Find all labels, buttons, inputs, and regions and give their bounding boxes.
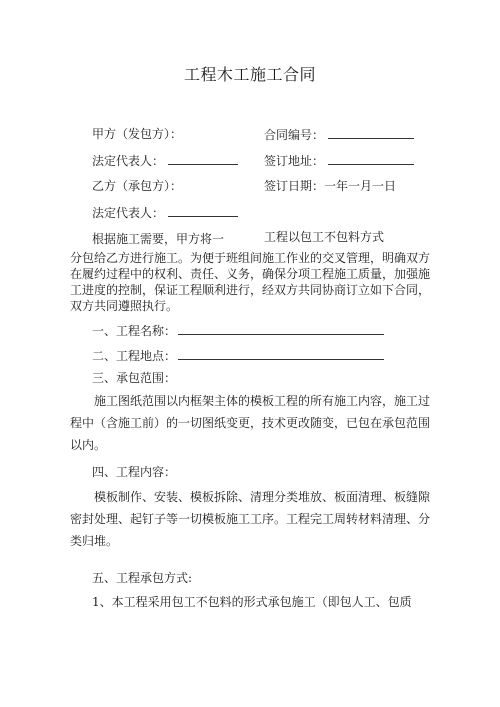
- party-b-label: 乙方（承包方）：: [92, 179, 183, 193]
- sign-date-field: 签订日期：一年一月一日: [264, 179, 397, 193]
- contract-number-blank: [328, 126, 414, 139]
- sign-place-field: 签订地址：: [264, 152, 414, 169]
- section-project-location: 二、工程地点：: [92, 347, 384, 364]
- intro-mode: 工程以包工不包料方式: [264, 230, 385, 244]
- party-a-label: 甲方（发包方）：: [92, 127, 183, 141]
- project-location-blank: [178, 347, 384, 360]
- project-name-blank: [178, 322, 384, 335]
- intro-lead: 根据施工需要，甲方将一: [92, 232, 225, 246]
- legal-rep-b-blank: [168, 204, 238, 217]
- contract-number-field: 合同编号：: [264, 126, 414, 143]
- section-content-heading: 四、工程内容：: [92, 465, 177, 479]
- legal-rep-a-field: 法定代表人：: [92, 152, 238, 169]
- intro-paragraph: 分包给乙方进行施工。为便于班组间施工作业的交叉管理，明确双方在履约过程中的权利、责任、义务，确保分项工程施工质量，加强施工进度的控制，保证工程顺利进行，经双方共同协商订立如下合同，双方共同遵照执行。: [70, 251, 431, 313]
- section-mode-item-1: 1、本工程采用包工不包料的形式承包施工（即包人工、包质: [92, 595, 412, 609]
- legal-rep-b-field: 法定代表人：: [92, 204, 238, 221]
- section-project-name: 一、工程名称：: [92, 322, 384, 339]
- section-mode-heading: 五、工程承包方式:: [92, 571, 193, 585]
- contract-title: 工程木工施工合同: [183, 65, 316, 84]
- legal-rep-a-blank: [168, 152, 238, 165]
- sign-place-blank: [328, 152, 414, 165]
- section-scope-heading: 三、承包范围：: [92, 371, 177, 385]
- section-scope-body: 施工图纸范围以内框架主体的模板工程的所有施工内容，施工过程中（含施工前）的一切图纸变更，技术更改随变，已包在承包范围以内。: [70, 394, 431, 452]
- section-content-body: 模板制作、安装、模板拆除、清理分类堆放、板面清理、板缝隙密封处理、起钉子等一切模板施工工序。工程完工周转材料清理、分类归堆。: [70, 490, 431, 548]
